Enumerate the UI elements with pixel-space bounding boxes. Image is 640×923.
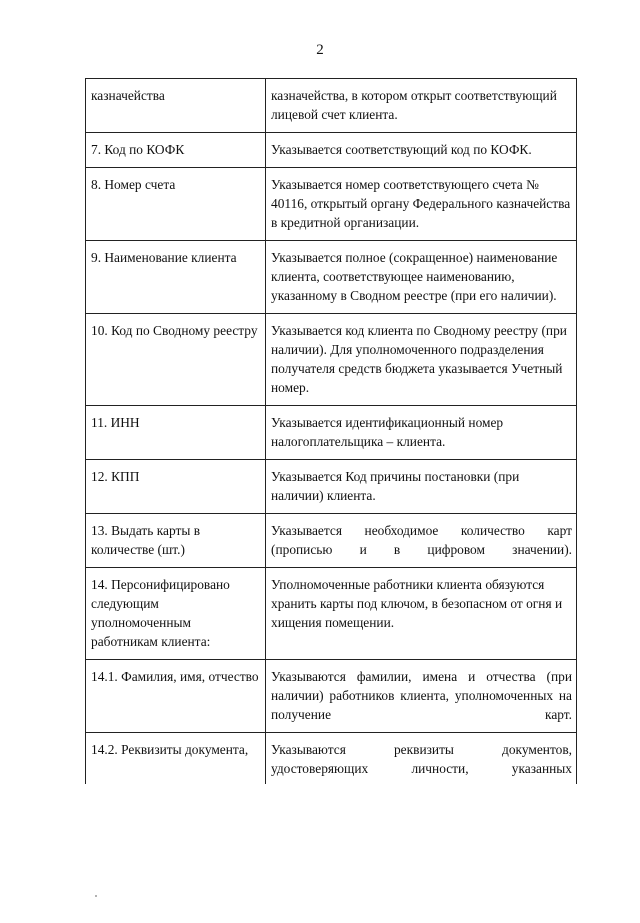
- field-cell: 8. Номер счета: [86, 168, 266, 241]
- table-row: [86, 733, 577, 785]
- description-cell: Указывается идентификационный номер налогоплательщика – клиента.: [266, 406, 577, 460]
- description-cell: Указывается номер соответствующего счета № 40116, открытый органу Федерального казначейства в кредитной организации.: [266, 168, 577, 241]
- field-cell: 10. Код по Сводному реестру: [86, 314, 266, 406]
- field-description-table: [85, 78, 577, 784]
- description-cell: Указывается полное (сокращенное) наименование клиента, соответствующее наименованию, указанному в Сводном реестре (при его наличии).: [266, 241, 577, 314]
- field-cell: 7. Код по КОФК: [86, 133, 266, 168]
- table-row: [86, 133, 577, 168]
- field-cell: 14.1. Фамилия, имя, отчество: [86, 660, 266, 733]
- description-cell: Указывается Код причины постановки (при наличии) клиента.: [266, 460, 577, 514]
- field-cell: 12. КПП: [86, 460, 266, 514]
- field-cell: 13. Выдать карты в количестве (шт.): [86, 514, 266, 568]
- table-row: [86, 568, 577, 660]
- table-row: [86, 241, 577, 314]
- field-cell: 9. Наименование клиента: [86, 241, 266, 314]
- field-cell: 14. Персонифицировано следующим уполномоченным работникам клиента:: [86, 568, 266, 660]
- table-row: [86, 168, 577, 241]
- table-row: [86, 314, 577, 406]
- field-cell: 11. ИНН: [86, 406, 266, 460]
- table-row: [86, 79, 577, 133]
- table-row: [86, 660, 577, 733]
- description-cell: Указывается соответствующий код по КОФК.: [266, 133, 577, 168]
- description-cell: Указываются реквизиты документов, удостоверяющих личности, указанных: [266, 733, 577, 785]
- table-row: [86, 406, 577, 460]
- page-number: 2: [316, 42, 324, 58]
- description-cell: Указываются фамилии, имена и отчества (при наличии) работников клиента, уполномоченных на получение карт.: [266, 660, 577, 733]
- description-cell: Указывается необходимое количество карт (прописью и в цифровом значении).: [266, 514, 577, 568]
- description-cell: казначейства, в котором открыт соответствующий лицевой счет клиента.: [266, 79, 577, 133]
- description-cell: Уполномоченные работники клиента обязуются хранить карты под ключом, в безопасном от огня и хищения помещении.: [266, 568, 577, 660]
- table-row: [86, 514, 577, 568]
- field-cell: казначейства: [86, 79, 266, 133]
- table-row: [86, 460, 577, 514]
- description-cell: Указывается код клиента по Сводному реестру (при наличии). Для уполномоченного подразделения получателя средств бюджета указывается Учетный номер.: [266, 314, 577, 406]
- scan-speck: [95, 895, 97, 897]
- field-cell: 14.2. Реквизиты документа,: [86, 733, 266, 785]
